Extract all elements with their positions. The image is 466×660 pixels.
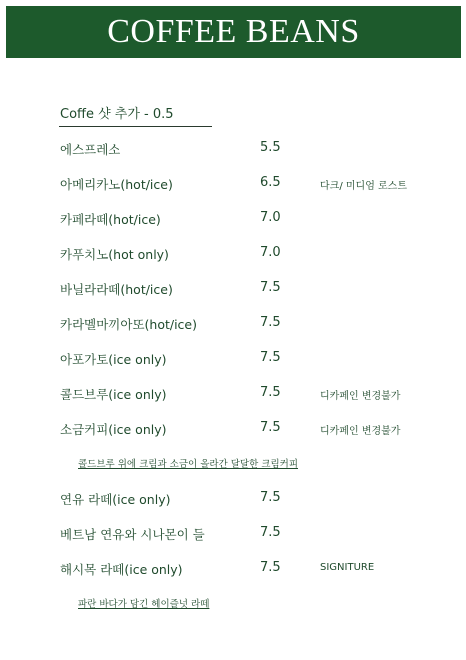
menu-item-name: 연유 라떼(ice only): [60, 492, 171, 507]
menu-item-name: 베트남 연유와 시나몬이 들: [60, 527, 205, 542]
menu-item-price: 7.5: [260, 560, 281, 575]
menu-item-price: 7.5: [260, 350, 281, 365]
menu-item-price: 5.5: [260, 140, 281, 155]
menu-item-note: 다크/ 미디엄 로스트: [320, 181, 408, 192]
menu-item-note: SIGNITURE: [320, 562, 375, 573]
menu-item-name: 카라멜마끼아또(hot/ice): [60, 317, 197, 332]
menu-item-name: 소금커피(ice only): [60, 422, 167, 437]
menu-footnote: 콜드브루 위에 크림과 소금이 올라간 달달한 크림커피: [78, 459, 299, 470]
menu-item-price: 7.5: [260, 420, 281, 435]
menu-footnote: 파란 바다가 담긴 헤이즐넛 라떼: [78, 599, 210, 610]
page-title: COFFEE BEANS: [107, 13, 360, 50]
menu-item-price: 7.0: [260, 245, 281, 260]
menu-item-price: 6.5: [260, 175, 281, 190]
menu-item-note: 디카페인 변경불가: [320, 426, 401, 437]
menu-item-price: 7.5: [260, 490, 281, 505]
menu-item-name: 아메리카노(hot/ice): [60, 177, 173, 192]
menu-item-name: 카푸치노(hot only): [60, 247, 169, 262]
menu-item-name: 카페라떼(hot/ice): [60, 212, 161, 227]
menu-item-name: 콜드브루(ice only): [60, 387, 167, 402]
menu-item-name: 바닐라라떼(hot/ice): [60, 282, 173, 297]
menu-item-price: 7.5: [260, 385, 281, 400]
menu-item-price: 7.5: [260, 315, 281, 330]
menu-item-price: 7.5: [260, 525, 281, 540]
menu-item-price: 7.0: [260, 210, 281, 225]
section-subtitle: Coffe 샷 추가 - 0.5: [60, 107, 174, 122]
menu-item-note: 디카페인 변경불가: [320, 391, 401, 402]
menu-item-name: 에스프레소: [60, 142, 121, 157]
menu-item-name: 아포가토(ice only): [60, 352, 167, 367]
menu-item-price: 7.5: [260, 280, 281, 295]
menu-item-name: 해시목 라떼(ice only): [60, 562, 183, 577]
